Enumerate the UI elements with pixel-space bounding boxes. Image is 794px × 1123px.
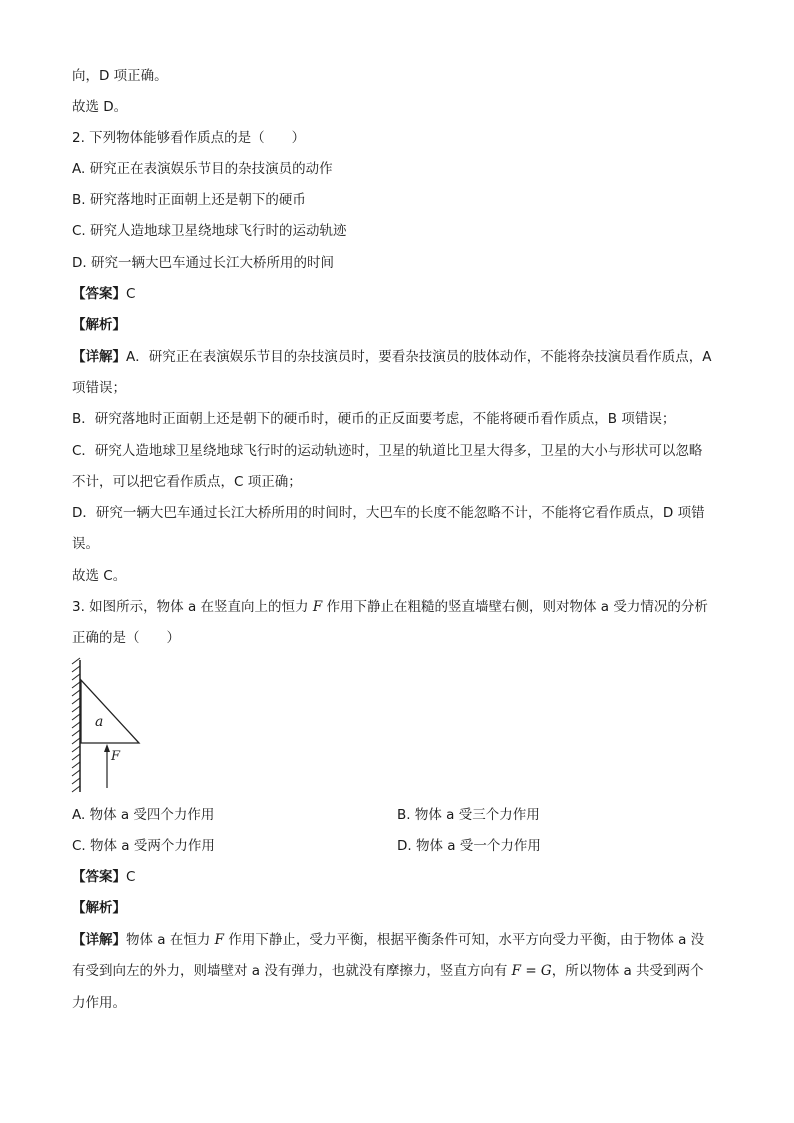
q2-answer xyxy=(72,284,752,304)
answer-value: C xyxy=(126,286,136,302)
force-label-f: F xyxy=(111,749,121,764)
q2-detail-line: 项错误； xyxy=(72,380,126,396)
q3-option-c: C. 物体 a 受两个力作用 xyxy=(72,838,215,854)
q2-option-a: A. 研究正在表演娱乐节目的杂技演员的动作 xyxy=(72,161,333,177)
q2-option-c: C. 研究人造地球卫星绕地球飞行时的运动轨迹 xyxy=(72,223,347,239)
detail-text: 物体 a 在恒力 xyxy=(126,932,215,948)
wall-block-figure xyxy=(66,656,146,796)
detail-text: 有受到向左的外力，则墙壁对 a 没有弹力，也就没有摩擦力，竖直方向有 xyxy=(72,963,512,979)
q2-detail-line: 误。 xyxy=(72,536,99,552)
q3-option-d: D. 物体 a 受一个力作用 xyxy=(397,838,541,854)
analysis-tag: 【解析】 xyxy=(72,900,126,916)
question-3-stem xyxy=(72,597,752,617)
q2-detail-line: D．研究一辆大巴车通过长江大桥所用的时间时，大巴车的长度不能忽略不计，不能将它看作质点，D 项错 xyxy=(72,505,705,521)
answer-tag: 【答案】 xyxy=(72,286,126,302)
q2-detail-line xyxy=(72,347,752,367)
q2-analysis-tag xyxy=(72,315,752,335)
q2-option-d: D. 研究一辆大巴车通过长江大桥所用的时间 xyxy=(72,255,334,271)
triangle-block-a xyxy=(81,680,139,743)
answer-value: C xyxy=(126,869,136,885)
q2-conclusion: 故选 C。 xyxy=(72,568,127,584)
text-line: 故选 D。 xyxy=(72,99,128,115)
block-label-a: a xyxy=(95,714,104,730)
q3-detail-line xyxy=(72,930,752,950)
q2-detail-line: C．研究人造地球卫星绕地球飞行时的运动轨迹时，卫星的轨道比卫星大得多，卫星的大小与形状可以忽略 xyxy=(72,443,703,459)
stem-text: 作用下静止在粗糙的竖直墙壁右侧，则对物体 a 受力情况的分析 xyxy=(322,599,708,615)
detail-tag: 【详解】 xyxy=(72,349,126,365)
force-arrow-head xyxy=(104,744,110,752)
wall-hatching xyxy=(72,658,80,792)
question-3-stem-cont: 正确的是（ ） xyxy=(72,630,180,646)
q3-detail-line xyxy=(72,961,752,981)
q3-option-a: A. 物体 a 受四个力作用 xyxy=(72,807,215,823)
detail-text: 作用下静止，受力平衡，根据平衡条件可知，水平方向受力平衡，由于物体 a 没 xyxy=(224,932,705,948)
q3-option-b: B. 物体 a 受三个力作用 xyxy=(397,807,540,823)
detail-text: A．研究正在表演娱乐节目的杂技演员时，要看杂技演员的肢体动作，不能将杂技演员看作质点，A xyxy=(126,349,712,365)
q3-answer xyxy=(72,867,752,887)
equation: F = G xyxy=(511,963,552,979)
analysis-tag: 【解析】 xyxy=(72,317,126,333)
q2-detail-line: B．研究落地时正面朝上还是朝下的硬币时，硬币的正反面要考虑，不能将硬币看作质点，B 项错误； xyxy=(72,411,676,427)
question-2-stem: 2. 下列物体能够看作质点的是（ ） xyxy=(72,130,306,146)
detail-tag: 【详解】 xyxy=(72,932,126,948)
q3-detail-line: 力作用。 xyxy=(72,995,126,1011)
q3-analysis-tag xyxy=(72,898,752,918)
force-symbol: F xyxy=(312,599,323,615)
force-symbol: F xyxy=(214,932,225,948)
detail-text: ，所以物体 a 共受到两个 xyxy=(551,963,704,979)
q2-detail-line: 不计，可以把它看作质点，C 项正确； xyxy=(72,474,302,490)
text-line: 向，D 项正确。 xyxy=(72,68,168,84)
q2-option-b: B. 研究落地时正面朝上还是朝下的硬币 xyxy=(72,192,306,208)
stem-text: 3. 如图所示，物体 a 在竖直向上的恒力 xyxy=(72,599,313,615)
answer-tag: 【答案】 xyxy=(72,869,126,885)
